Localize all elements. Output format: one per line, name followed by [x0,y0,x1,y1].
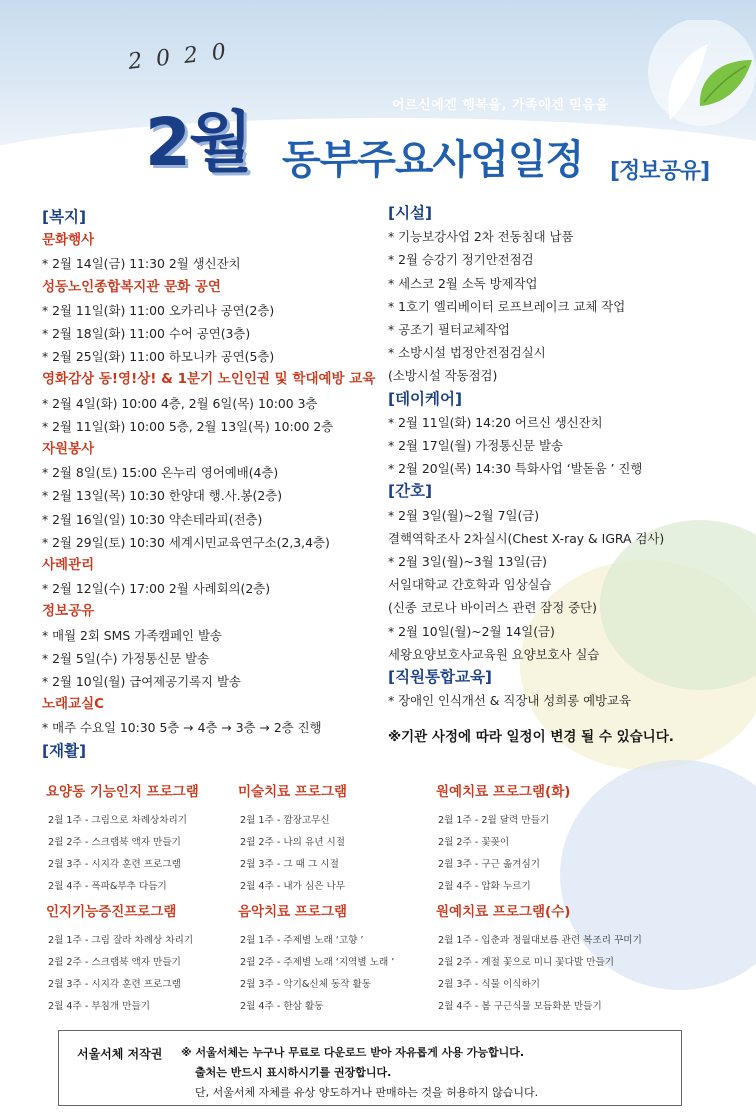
schedule-item: * 2월 14일(금) 11:30 2월 생신잔치 [42,256,241,272]
schedule-item: * 2월 25일(화) 11:00 하모니카 공연(5층) [42,349,275,365]
schedule-item: * 2월 20일(목) 14:30 특화사업 ‘발돋움 ’ 진행 [388,461,643,477]
schedule-item: 결핵역학조사 2차실시(Chest X-ray & IGRA 검사) [388,530,665,546]
rehab-program-item: 2월 4주 - 내가 심은 나무 [240,881,346,892]
rehab-program-title: 원예치료 프로그램(수) [436,904,571,920]
schedule-item: 서일대학교 간호학과 임상실습 [388,577,552,593]
rehab-program-item: 2월 2주 - 꽃꽂이 [438,837,510,848]
subsection-heading: 정보공유 [42,603,95,620]
schedule-item: * 공조기 필터교체작업 [388,322,510,338]
rehab-program-item: 2월 3주 - 시지각 훈련 프로그램 [48,859,181,870]
copyright-line-2: 출처는 반드시 표시하시기를 권장합니다. [195,1066,392,1079]
subsection-heading: 문화행사 [42,232,95,249]
schedule-item: * 2월 5일(수) 가정통신문 발송 [42,650,210,666]
schedule-item: * 2월 18일(화) 11:00 수어 공연(3층) [42,326,251,342]
slogan: 어르신에겐 행복을, 가족에겐 믿음을 [392,98,609,113]
schedule-item: * 2월 3일(월)~2월 7일(금) [388,507,540,523]
rehab-program-item: 2월 4주 - 압화 누르기 [438,881,531,892]
rehab-program-item: 2월 4주 - 폭파&부추 다듬기 [48,881,167,892]
schedule-item: * 1호기 엘리베이터 로프브레이크 교체 작업 [388,298,626,314]
section-heading: [데이케어] [388,389,463,408]
rehab-program-item: 2월 3주 - 구근 옮겨심기 [438,859,541,870]
section-heading: [복지] [42,208,87,226]
schedule-item: * 2월 승강기 정기안전점검 [388,252,534,268]
schedule-item: 세왕요양보호사교육원 요양보호사 실습 [388,646,600,662]
schedule-item: * 2월 3일(월)~3월 13일(금) [388,554,547,570]
rehab-program-item: 2월 3주 - 그 때 그 시절 [240,859,339,870]
subsection-heading: 성동노인종합복지관 문화 공연 [42,278,221,295]
schedule-item: * 2월 10일(월)~2월 14일(금) [388,623,555,639]
rehab-program-title: 요양동 기능인지 프로그램 [46,784,199,800]
rehab-program-title: 음악치료 프로그램 [238,904,348,920]
rehab-program-item: 2월 1주 - 입춘과 정월대보름 관련 복조리 꾸미기 [438,935,642,946]
schedule-item: (소방시설 작동점검) [388,368,498,384]
schedule-item: * 세스코 2월 소독 방제작업 [388,275,538,291]
schedule-item: * 2월 10일(월) 급여제공기록지 발송 [42,674,241,690]
rehab-program-item: 2월 4주 - 봄 구근식물 모듬화분 만들기 [438,1001,602,1012]
page-title: 동부주요사업일정 [282,137,584,183]
left-column [42,206,382,763]
rehab-program-item: 2월 1주 - 주제별 노래 ‘고향 ’ [240,935,364,946]
rehab-program-item: 2월 3주 - 시지각 훈련 프로그램 [48,979,181,990]
rehab-program-item: 2월 2주 - 스크랩북 액자 만들기 [48,837,181,848]
rehab-program-item: 2월 1주 - 그림으로 차례상차리기 [48,815,188,826]
rehab-program-item: 2월 1주 - 깜장고무신 [240,815,330,826]
rehab-program-item: 2월 2주 - 스크랩북 액자 만들기 [48,957,181,968]
schedule-item: * 2월 16일(일) 10:30 약손테라피(전층) [42,511,263,527]
schedule-item: * 2월 4일(화) 10:00 4층, 2월 6일(목) 10:00 3층 [42,395,318,411]
rehab-program-item: 2월 3주 - 악기&신체 동작 활동 [240,979,372,990]
section-heading: [시설] [388,204,433,222]
schedule-item: * 기능보강사업 2차 전동침대 납품 [388,229,574,245]
rehab-program-item: 2월 2주 - 계절 꽃으로 미니 꽃다발 만들기 [438,957,615,968]
schedule-item: * 2월 13일(목) 10:30 한양대 행.사.봉(2층) [42,488,283,504]
subsection-heading: 영화감상 동!영!상! & 1분기 노인인권 및 학대예방 교육 [42,371,376,388]
spacer [388,712,754,726]
schedule-item: * 매월 2회 SMS 가족캠페인 발송 [42,627,222,643]
schedule-item: * 매주 수요일 10:30 5층 → 4층 → 3층 → 2층 진행 [42,720,322,736]
copyright-line-1: ※ 서울서체는 누구나 무료로 다운로드 받아 자유롭게 사용 가능합니다. [181,1046,525,1059]
schedule-item: * 소방시설 법정안전점검실시 [388,345,546,361]
schedule-item: * 2월 17일(월) 가정통신문 발송 [388,438,563,454]
leaf-icon [630,20,756,130]
rehab-program-item: 2월 2주 - 나의 유년 시절 [240,837,346,848]
schedule-item: * 2월 8일(토) 15:00 온누리 영어예배(4층) [42,465,279,481]
month-heading: 2월 [145,104,251,181]
rehab-program-title: 인지기능증진프로그램 [46,904,177,920]
rehab-program-item: 2월 4주 - 한삼 활동 [240,1001,324,1012]
rehab-program-item: 2월 2주 - 주제별 노래 ‘지역별 노래 ’ [240,957,395,968]
year: 2020 [127,38,241,75]
subsection-heading: 사례관리 [42,557,95,574]
rehab-program-item: 2월 1주 - 그림 잘라 차례상 차리기 [48,935,194,946]
subsection-heading: 자원봉사 [42,441,95,458]
schedule-item: * 2월 11일(화) 10:00 5층, 2월 13일(목) 10:00 2층 [42,418,334,434]
schedule-item: * 장애인 인식개선 & 직장내 성희롱 예방교육 [388,693,631,709]
copyright-text [181,1043,538,1103]
rehab-program-item: 2월 4주 - 부침개 만들기 [48,1001,151,1012]
subsection-heading: 노래교실C [42,696,105,713]
section-heading: [재활] [42,741,87,760]
section-heading: [직원통합교육] [388,668,493,687]
font-copyright-box [58,1030,682,1106]
rehab-program-item: 2월 3주 - 식물 이식하기 [438,979,541,990]
schedule-item: * 2월 29일(토) 10:30 세계시민교육연구소(2,3,4층) [42,534,330,550]
section-heading: [간호] [388,482,433,501]
notice-text: ※기관 사정에 따라 일정이 변경 될 수 있습니다. [388,729,674,746]
copyright-line-3: 단, 서울서체 자체를 유상 양도하거나 판매하는 것을 허용하지 않습니다. [195,1086,539,1099]
schedule-item: * 2월 12일(수) 17:00 2월 사례회의(2층) [42,581,271,597]
copyright-label: 서울서체 저작권 [77,1047,163,1061]
schedule-item: * 2월 11일(화) 11:00 오카리나 공연(2층) [42,302,275,318]
schedule-item: (신종 코로나 바이러스 관련 잠정 중단) [388,600,597,616]
right-column [388,202,754,750]
page-title-tag: [정보공유] [610,159,710,184]
rehab-program-title: 미술치료 프로그램 [238,784,348,800]
rehab-program-title: 원예치료 프로그램(화) [436,784,571,800]
schedule-item: * 2월 11일(화) 14:20 어르신 생신잔치 [388,414,603,430]
rehab-program-item: 2월 1주 - 2월 달력 만들기 [438,815,550,826]
